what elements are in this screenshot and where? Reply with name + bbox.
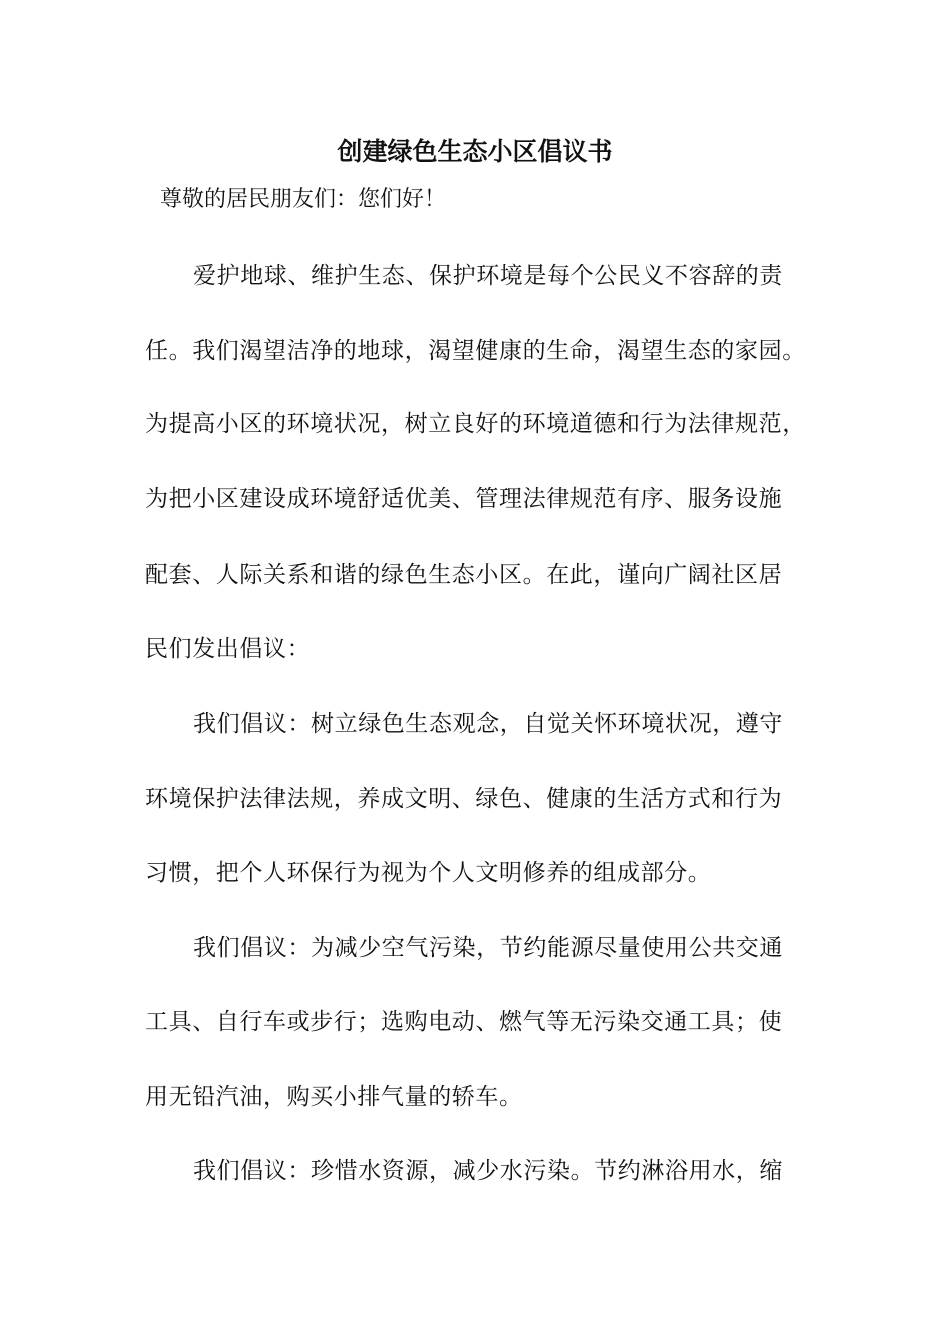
paragraph-line: 任。我们渴望洁净的地球，渴望健康的生命，渴望生态的家园。 — [145, 338, 806, 364]
paragraph-line: 爱护地球、维护生态、保护环境是每个公民义不容辞的责 — [193, 263, 783, 289]
salutation: 尊敬的居民朋友们：您们好！ — [160, 187, 447, 212]
paragraph-line: 民们发出倡议： — [145, 636, 311, 662]
paragraph-line: 我们倡议：珍惜水资源，减少水污染。节约淋浴用水，缩 — [193, 1158, 783, 1184]
paragraph-line: 工具、自行车或步行；选购电动、燃气等无污染交通工具；使 — [145, 1009, 783, 1035]
paragraph-line: 环境保护法律法规，养成文明、绿色、健康的生活方式和行为 — [145, 786, 783, 812]
paragraph-line: 我们倡议：树立绿色生态观念，自觉关怀环境状况，遵守 — [193, 711, 783, 737]
paragraph-line: 习惯，把个人环保行为视为个人文明修养的组成部分。 — [145, 860, 712, 886]
paragraph-line: 用无铅汽油，购买小排气量的轿车。 — [145, 1084, 523, 1110]
paragraph-line: 为提高小区的环境状况，树立良好的环境道德和行为法律规范， — [145, 411, 806, 437]
paragraph-line: 为把小区建设成环境舒适优美、管理法律规范有序、服务设施 — [145, 486, 783, 512]
paragraph-line: 我们倡议：为减少空气污染，节约能源尽量使用公共交通 — [193, 935, 783, 961]
document-title: 创建绿色生态小区倡议书 — [337, 137, 613, 166]
paragraph-line: 配套、人际关系和谐的绿色生态小区。在此，谨向广阔社区居 — [145, 562, 783, 588]
